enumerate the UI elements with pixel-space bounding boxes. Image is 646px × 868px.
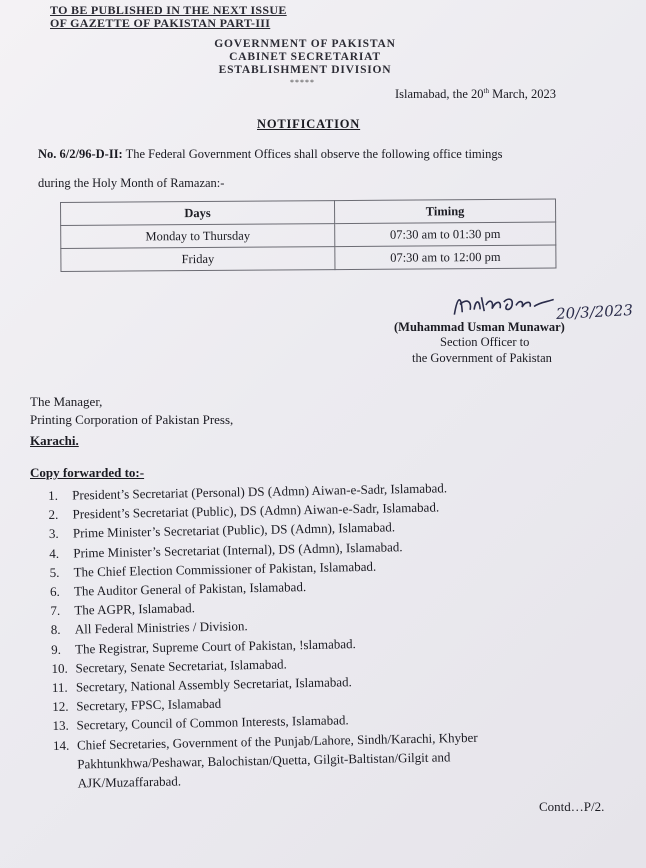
list-number: 12. [52, 698, 69, 715]
notification-body-line-1 [38, 147, 503, 162]
table-row [61, 245, 556, 271]
signer-title: Section Officer to [440, 335, 530, 349]
table-header-row [61, 199, 556, 225]
gazette-line-1: TO BE PUBLISHED IN THE NEXT ISSUE [50, 3, 287, 17]
list-number: 3. [48, 526, 59, 542]
list-number: 1. [48, 487, 59, 503]
list-number: 7. [50, 603, 61, 619]
list-text: President’s Secretariat (Personal) DS (Admn) Aiwan-e-Sadr, Islamabad. [72, 480, 448, 503]
list-text: Secretary, FPSC, Islamabad [76, 695, 222, 714]
list-text: Secretary, Senate Secretariat, Islamabad. [75, 656, 287, 676]
header-timing: Timing [334, 199, 555, 224]
list-text-continued: AJK/Muzaffarabad. [77, 773, 182, 791]
list-number: 5. [49, 564, 60, 580]
notification-text-1: The Federal Government Offices shall observe the following office timings [122, 147, 503, 161]
list-text: Secretary, Council of Common Interests, Islamabad. [76, 712, 349, 733]
row-days: Monday to Thursday [61, 224, 335, 249]
signer-org: the Government of Pakistan [412, 351, 552, 365]
list-item [53, 727, 479, 793]
signature-date: 20/3/2023 [555, 300, 634, 324]
list-number: 6. [49, 583, 60, 599]
list-text-continued: Pakhtunkhwa/Peshawar, Balochistan/Quetta, Gilgit-Baltistan/Gilgit and [77, 749, 451, 772]
continued-marker: Contd…P/2. [539, 799, 605, 814]
list-text: Prime Minister’s Secretariat (Internal), DS (Admn), Islamabad. [73, 538, 403, 561]
signer-name: (Muhammad Usman Munawar) [394, 320, 565, 334]
row-days: Friday [61, 247, 335, 272]
list-number: 2. [48, 507, 59, 523]
list-text: All Federal Ministries / Division. [74, 618, 248, 637]
list-text: President’s Secretariat (Public), DS (Admn) Aiwan-e-Sadr, Islamabad. [72, 499, 440, 522]
gazette-notice [50, 4, 287, 30]
list-text: The AGPR, Islamabad. [74, 600, 196, 618]
list-number: 8. [50, 622, 61, 638]
list-text: Secretary, National Assembly Secretariat, Islamabad. [75, 674, 352, 695]
list-text: The Registrar, Supreme Court of Pakistan, !slamabad. [74, 635, 356, 657]
gazette-line-2: OF GAZETTE OF PAKISTAN PART-III [50, 16, 271, 30]
copy-forwarded-heading: Copy forwarded to:- [30, 465, 145, 480]
list-number: 9. [50, 641, 62, 657]
date-suffix: March, 2023 [488, 87, 556, 102]
signature-scribble [449, 287, 560, 321]
list-number: 10. [51, 660, 68, 676]
notification-title: NOTIFICATION [257, 117, 361, 131]
list-text: The Auditor General of Pakistan, Islamabad. [73, 579, 307, 599]
letterhead [150, 38, 460, 77]
address-line-3: Karachi. [30, 433, 79, 448]
letterhead-govt: GOVERNMENT OF PAKISTAN [214, 38, 396, 50]
address-line-1: The Manager, [30, 394, 103, 409]
letterhead-division: ESTABLISHMENT DIVISION [218, 64, 392, 76]
list-number: 13. [52, 718, 69, 734]
list-number: 4. [49, 545, 60, 561]
row-timing: 07:30 am to 12:00 pm [335, 245, 556, 270]
header-days: Days [61, 201, 335, 226]
list-text: Prime Minister’s Secretariat (Public), DS (Admn), Islamabad. [72, 519, 396, 541]
copy-forwarded-list [48, 478, 479, 793]
list-text: The Chief Election Commissioner of Pakistan, Islamabad. [73, 558, 377, 580]
row-timing: 07:30 am to 01:30 pm [335, 222, 556, 247]
date-sup: th [483, 87, 489, 95]
address-line-2: Printing Corporation of Pakistan Press, [30, 412, 234, 427]
letterhead-stars: ***** [290, 78, 315, 87]
list-number: 14. [52, 737, 70, 753]
date-prefix: Islamabad, the 20 [395, 87, 484, 102]
list-text: Chief Secretaries, Government of the Punjab/Lahore, Sindh/Karachi, Khyber [76, 729, 478, 753]
notification-number: No. 6/2/96-D-II: [38, 147, 123, 161]
table-row [61, 222, 556, 248]
date-line [395, 87, 556, 102]
office-timings-table [60, 199, 556, 272]
list-number: 11. [51, 679, 68, 695]
letterhead-secretariat: CABINET SECRETARIAT [229, 51, 381, 63]
notification-body-line-2: during the Holy Month of Ramazan:- [38, 176, 225, 190]
